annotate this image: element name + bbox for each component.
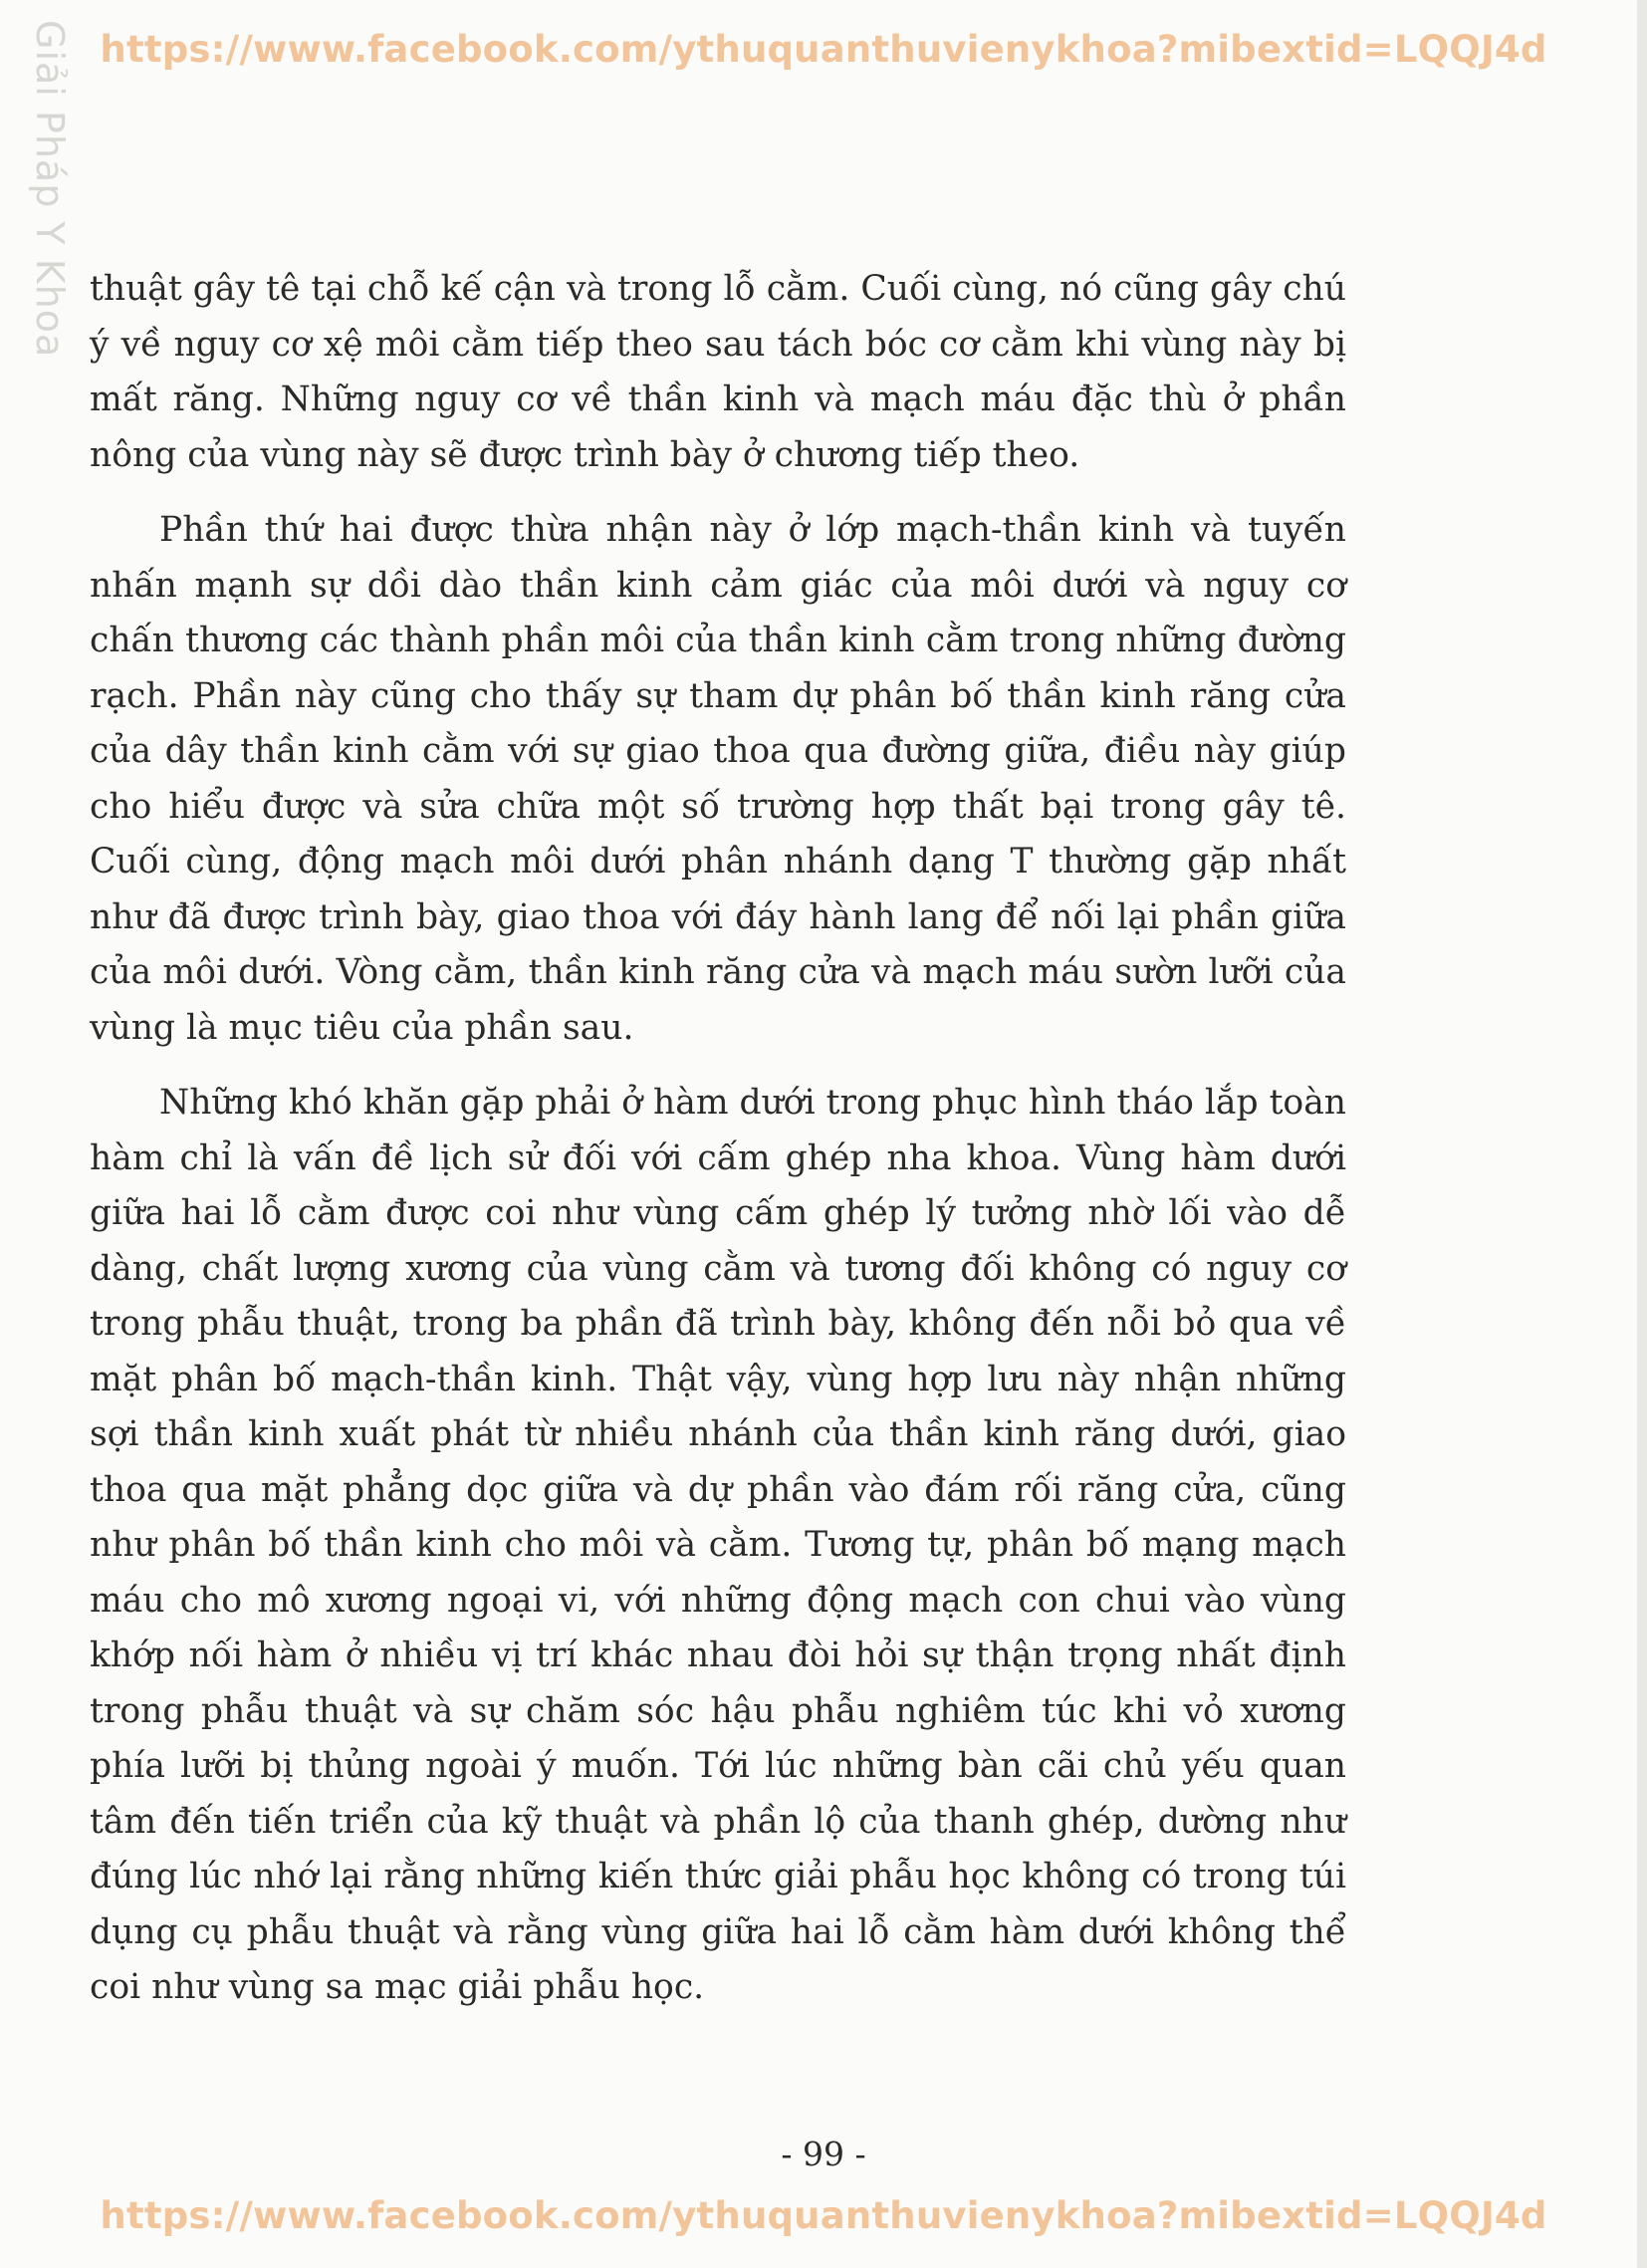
page-body	[90, 262, 1346, 2036]
paragraph-2: Phần thứ hai được thừa nhận này ở lớp mạch-thần kinh và tuyến nhấn mạnh sự dồi dào thần kinh cảm giác của môi dưới và nguy cơ chấn thương các thành phần môi của thần kinh cằm trong những đường rạch. Phần này cũng cho thấy sự tham dự phân bố thần kinh răng cửa của dây thần kinh cằm với sự giao thoa qua đường giữa, điều này giúp cho hiểu được và sửa chữa một số trường hợp thất bại trong gây tê. Cuối cùng, động mạch môi dưới phân nhánh dạng T thường gặp nhất như đã được trình bày, giao thoa với đáy hành lang để nối lại phần giữa của môi dưới. Vòng cằm, thần kinh răng cửa và mạch máu sườn lưỡi của vùng là mục tiêu của phần sau.	[90, 510, 1346, 1048]
paragraph-3: Những khó khăn gặp phải ở hàm dưới trong phục hình tháo lắp toàn hàm chỉ là vấn đề lịch sử đối với cấm ghép nha khoa. Vùng hàm dưới giữa hai lỗ cằm được coi như vùng cấm ghép lý tưởng nhờ lối vào dễ dàng, chất lượng xương của vùng cằm và tương đối không có nguy cơ trong phẫu thuật, trong ba phần đã trình bày, không đến nỗi bỏ qua về mặt phân bố mạch-thần kinh. Thật vậy, vùng hợp lưu này nhận những sợi thần kinh xuất phát từ nhiều nhánh của thần kinh răng dưới, giao thoa qua mặt phẳng dọc giữa và dự phần vào đám rối răng cửa, cũng như phân bố thần kinh cho môi và cằm. Tương tự, phân bố mạng mạch máu cho mô xương ngoại vi, với những động mạch con chui vào vùng khớp nối hàm ở nhiều vị trí khác nhau đòi hỏi sự thận trọng nhất định trong phẫu thuật và sự chăm sóc hậu phẫu nghiêm túc khi vỏ xương phía lưỡi bị thủng ngoài ý muốn. Tới lúc những bàn cãi chủ yếu quan tâm đến tiến triển của kỹ thuật và phần lộ của thanh ghép, dường như đúng lúc nhớ lại rằng những kiến thức giải phẫu học không có trong túi dụng cụ phẫu thuật và rằng vùng giữa hai lỗ cằm hàm dưới không thể coi như vùng sa mạc giải phẫu học.	[90, 1083, 1346, 2007]
page-edge	[1637, 0, 1647, 2268]
side-watermark: Giải Pháp Y Khoa	[28, 20, 72, 359]
watermark-link-bottom[interactable]: https://www.facebook.com/ythuquanthuvienykhoa?mibextid=LQQJ4d	[100, 2194, 1547, 2237]
paragraph-1: thuật gây tê tại chỗ kế cận và trong lỗ cằm. Cuối cùng, nó cũng gây chú ý về nguy cơ xệ môi cằm tiếp theo sau tách bóc cơ cằm khi vùng này bị mất răng. Những nguy cơ về thần kinh và mạch máu đặc thù ở phần nông của vùng này sẽ được trình bày ở chương tiếp theo.	[90, 269, 1346, 475]
page-number: - 99 -	[781, 2135, 866, 2173]
watermark-link-top[interactable]: https://www.facebook.com/ythuquanthuvienykhoa?mibextid=LQQJ4d	[100, 28, 1547, 71]
